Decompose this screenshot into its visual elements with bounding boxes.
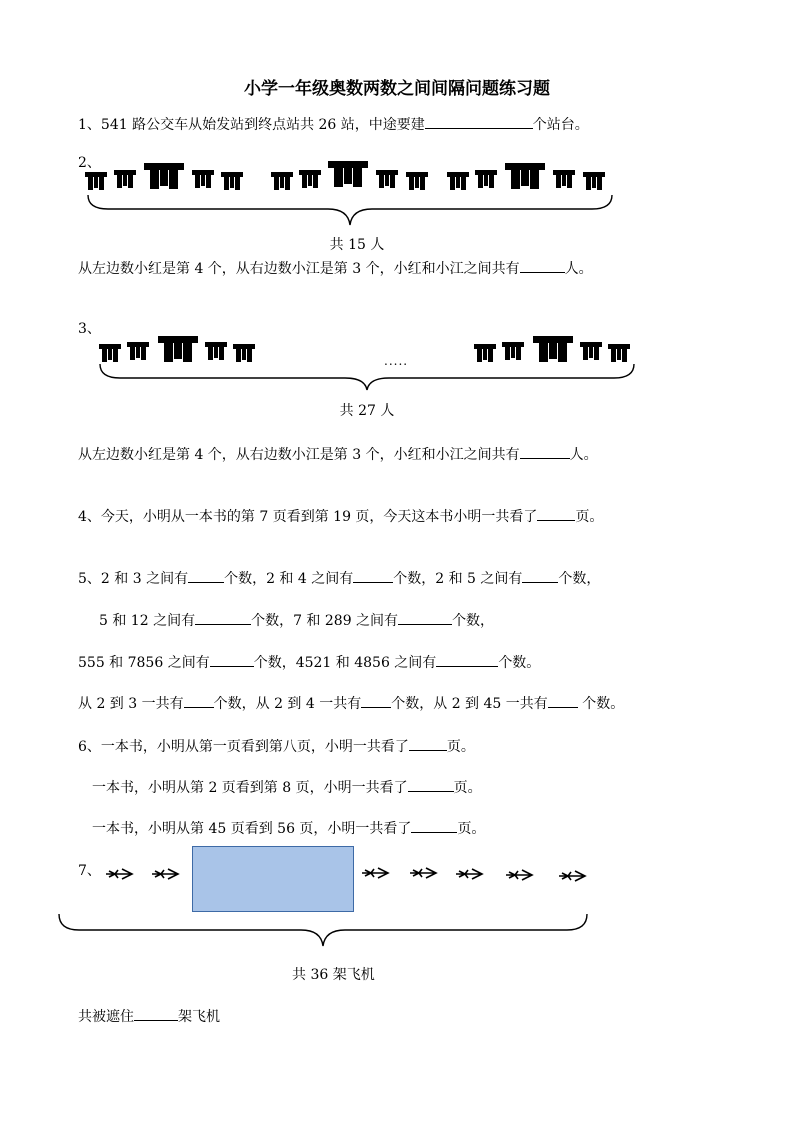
- ellipsis-dots: .....: [384, 354, 409, 368]
- people-row-q3-right: [473, 334, 643, 364]
- answer-blank[interactable]: [520, 258, 565, 273]
- q5-text: 个数，2 和 5 之间有: [393, 571, 523, 587]
- answer-blank[interactable]: [188, 568, 224, 583]
- total-label-q3: 共 27 人: [339, 403, 395, 419]
- page-title: 小学一年级奥数两数之间间隔问题练习题: [244, 79, 550, 99]
- q5-text: 个数，从 2 到 4 一共有: [213, 696, 362, 712]
- answer-blank[interactable]: [425, 114, 533, 129]
- q5-text: 个数，从 2 到 45 一共有: [391, 696, 548, 712]
- question-3-suffix: 人。: [569, 447, 598, 463]
- answer-blank[interactable]: [548, 693, 578, 708]
- answer-blank[interactable]: [522, 568, 558, 583]
- question-6-line-2: [92, 777, 482, 797]
- question-2-text: [78, 258, 593, 278]
- total-label-q2: 共 15 人: [329, 237, 385, 253]
- answer-blank[interactable]: [134, 1006, 178, 1021]
- answer-blank[interactable]: [210, 652, 254, 667]
- q5-text: 个数，2 和 4 之间有: [224, 571, 354, 587]
- question-5-line-3: [78, 652, 540, 672]
- question-1-text: 1、541 路公交车从始发站到终点站共 26 站，中途要建: [78, 117, 425, 133]
- answer-blank[interactable]: [195, 610, 251, 625]
- question-7-text: [78, 1006, 220, 1026]
- brace-q3: [98, 362, 636, 392]
- answer-blank[interactable]: [537, 506, 575, 521]
- answer-blank[interactable]: [408, 777, 454, 792]
- question-5-line-4: [78, 693, 624, 713]
- brace-q2: [86, 193, 614, 227]
- q6-text: 6、一本书，小明从第一页看到第八页，小明一共看了: [78, 739, 409, 755]
- q5-text: 个数，4521 和 4856 之间有: [253, 655, 437, 671]
- question-4: [78, 506, 603, 526]
- answer-blank[interactable]: [353, 568, 393, 583]
- q6-text: 一本书，小明从第 45 页看到 56 页，小明一共看了: [92, 821, 412, 837]
- question-1-suffix: 个站台。: [532, 117, 589, 133]
- question-5-line-1: [78, 568, 600, 588]
- question-3-number: 3、: [78, 321, 101, 337]
- q6-text: 一本书，小明从第 2 页看到第 8 页，小明一共看了: [92, 780, 408, 796]
- question-1: [78, 114, 589, 134]
- question-2-suffix: 人。: [564, 261, 593, 277]
- question-7-prompt: 共被遮住: [78, 1009, 134, 1025]
- answer-blank[interactable]: [411, 818, 457, 833]
- question-7-suffix: 架飞机: [178, 1009, 220, 1025]
- q5-text: 从 2 到 3 一共有: [78, 696, 184, 712]
- q5-text: 5、2 和 3 之间有: [78, 571, 189, 587]
- people-row-q3-left: [98, 334, 268, 364]
- q6-text: 页。: [453, 780, 482, 796]
- question-6-line-1: [78, 736, 475, 756]
- q6-text: 页。: [457, 821, 486, 837]
- q5-text: 个数，7 和 289 之间有: [251, 613, 399, 629]
- total-label-q7: 共 36 架飞机: [292, 967, 375, 983]
- answer-blank[interactable]: [520, 444, 570, 459]
- q5-text: 个数。: [498, 655, 541, 671]
- answer-blank[interactable]: [361, 693, 391, 708]
- question-3-text: [78, 444, 598, 464]
- brace-q7: [57, 912, 589, 948]
- question-4-suffix: 页。: [575, 509, 604, 525]
- q5-text: 个数。: [577, 696, 625, 712]
- answer-blank[interactable]: [398, 610, 452, 625]
- answer-blank[interactable]: [184, 693, 214, 708]
- answer-blank[interactable]: [409, 736, 447, 751]
- q5-text: 5 和 12 之间有: [99, 613, 196, 629]
- question-2-number: 2、: [78, 155, 101, 171]
- question-7-number: 7、: [78, 863, 101, 879]
- q5-text: 555 和 7856 之间有: [78, 655, 210, 671]
- q5-text: 个数，: [558, 571, 601, 587]
- question-5-line-2: [99, 610, 494, 630]
- question-2-prompt: 从左边数小红是第 4 个，从右边数小江是第 3 个，小红和小江之间共有: [78, 261, 520, 277]
- question-4-text: 4、今天，小明从一本书的第 7 页看到第 19 页，今天这本书小明一共看了: [78, 509, 538, 525]
- q6-text: 页。: [446, 739, 475, 755]
- question-3-prompt: 从左边数小红是第 4 个，从右边数小江是第 3 个，小红和小江之间共有: [78, 447, 520, 463]
- covering-rectangle: [192, 846, 354, 912]
- people-row-q2: [84, 158, 614, 193]
- answer-blank[interactable]: [436, 652, 498, 667]
- q5-text: 个数，: [452, 613, 495, 629]
- question-6-line-3: [92, 818, 485, 838]
